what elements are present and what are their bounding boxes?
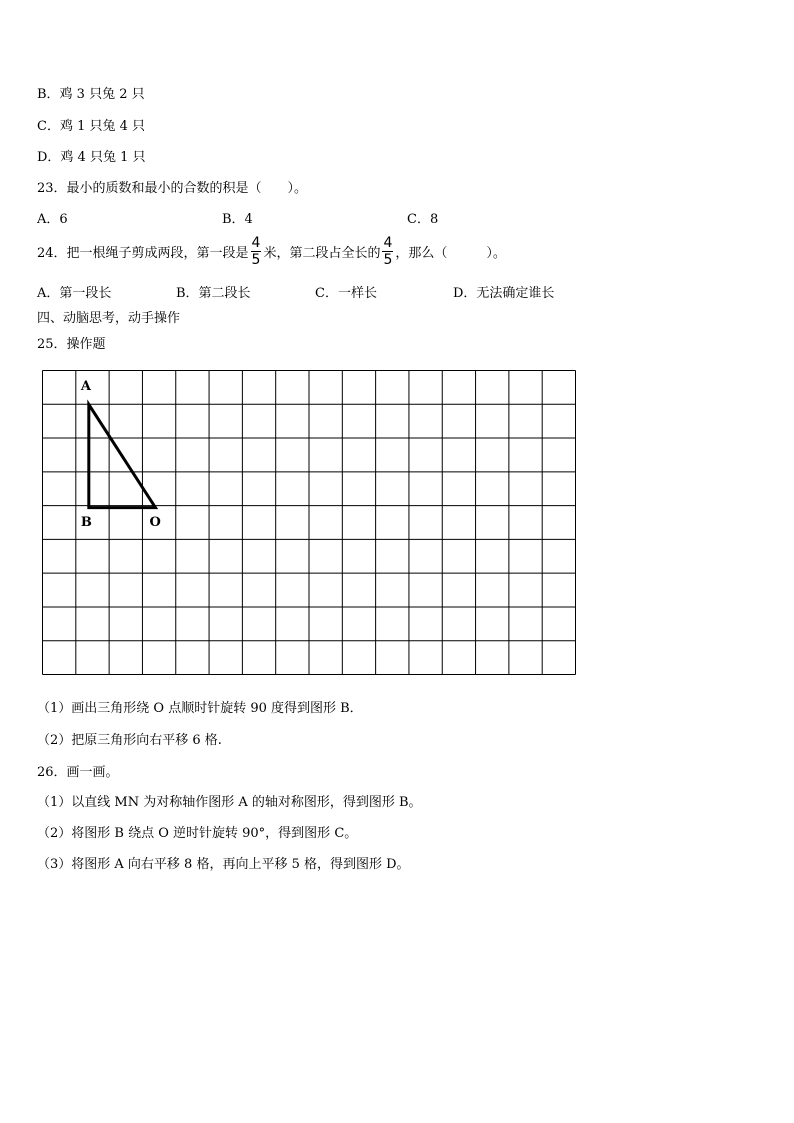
q24-option-c: C．一样长 xyxy=(315,286,377,301)
q24-option-b: B．第二段长 xyxy=(176,286,251,301)
triangle-abo xyxy=(89,405,156,508)
q24-stem-part3: ，那么（ ）。 xyxy=(395,246,506,261)
q22-option-b: B．鸡 3 只兔 2 只 xyxy=(37,87,145,102)
q24-fraction-2 xyxy=(382,236,393,267)
q25-grid xyxy=(42,370,576,675)
q24-fraction-1 xyxy=(251,236,262,267)
q24-stem-part2: 米，第二段占全长的 xyxy=(263,246,381,261)
q26-task-3: （3）将图形 A 向右平移 8 格，再向上平移 5 格，得到图形 D。 xyxy=(37,857,410,872)
q22-option-c: C．鸡 1 只兔 4 只 xyxy=(37,119,146,134)
q25-title: 25．操作题 xyxy=(37,337,106,352)
q25-grid-figure xyxy=(42,370,576,675)
q26-title: 26．画一画。 xyxy=(37,765,119,780)
q24-option-a: A．第一段长 xyxy=(37,286,112,301)
vertex-label-a: A xyxy=(80,378,91,394)
q23-option-a: A．6 xyxy=(37,212,68,227)
q23-option-c: C．8 xyxy=(407,212,439,227)
q25-task-2: （2）把原三角形向右平移 6 格. xyxy=(37,733,222,748)
q25-task-1: （1）画出三角形绕 O 点顺时针旋转 90 度得到图形 B． xyxy=(37,701,363,716)
q24-fraction-2-numerator: 4 xyxy=(383,235,393,251)
q22-option-d: D．鸡 4 只兔 1 只 xyxy=(37,150,146,165)
q24-stem xyxy=(37,236,506,267)
vertex-label-b: B xyxy=(80,514,92,530)
q24-stem-part1: 24．把一根绳子剪成两段，第一段是 xyxy=(37,246,249,261)
section-4-title: 四、动脑思考，动手操作 xyxy=(37,311,181,326)
q24-fraction-1-denominator: 5 xyxy=(251,252,261,268)
q24-fraction-2-denominator: 5 xyxy=(383,252,393,268)
q23-stem: 23．最小的质数和最小的合数的积是（ ）。 xyxy=(37,181,308,196)
q26-task-2: （2）将图形 B 绕点 O 逆时针旋转 90°，得到图形 C。 xyxy=(37,826,358,841)
q24-option-d: D．无法确定谁长 xyxy=(453,286,555,301)
vertex-label-o: O xyxy=(149,514,161,530)
q23-option-b: B．4 xyxy=(222,212,253,227)
q24-fraction-1-numerator: 4 xyxy=(251,235,261,251)
q26-task-1: （1）以直线 MN 为对称轴作图形 A 的轴对称图形，得到图形 B。 xyxy=(37,795,422,810)
